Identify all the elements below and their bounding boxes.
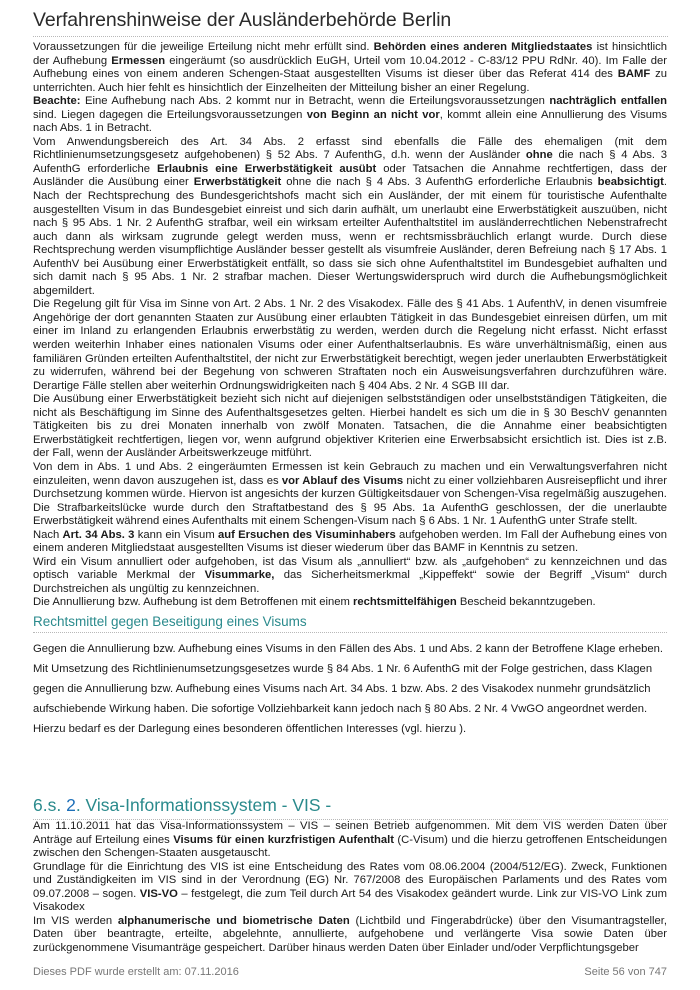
paragraph [33, 136, 667, 299]
text-run: sind. Liegen dagegen die Erteilungsvoraussetzungen [33, 108, 307, 121]
text-run: Die Regelung gilt für Visa im Sinne von Art. 2 Abs. 1 Nr. 2 des Visakodex. Fälle des § 41 Abs. 1 AufenthV, in denen visumfreie Angehörige der dort genannten Staaten zur Ausübung einer erlaubten Tätigkeit in das Bundesgebiet einreisen dürfen, um mit einer im Inland zu erlangenden Erlaubnis erwerbstätig zu werden, werden durch die Regelung nicht erfasst. Nicht erfasst werden weiterhin Inhaber eines nationalen Visums oder einer Aufenthaltserlaubnis. Es wäre unverhältnismäßig, einen aus familiären Gründen erteilten Aufenthaltstitel, der nicht zur Erwerbstätigkeit berechtigt, wegen jeder unerlaubten Erwerbstätigkeit zu widerrufen, während bei der Begehung von schweren Straftaten noch ein Ausweisungsverfahren durchzuführen wäre. Derartige Fälle stellen aber weiterhin Ordnungswidrigkeiten nach § 404 Abs. 2 Nr. 4 SGB III dar. [33, 298, 667, 392]
main-text [33, 41, 667, 739]
bold-text: von Beginn an nicht vor [306, 108, 440, 121]
text-run: (C-Visum) und die hierzu getroffenen Entscheidungen zwischen den Schengen-Staaten ausgetauscht. [33, 833, 667, 860]
paragraph [33, 915, 667, 956]
text-run: die nach § 4 Abs. 3 AufenthG erforderliche [33, 149, 667, 175]
bold-text: nachträglich entfallen [549, 95, 667, 108]
text-run: Die Annullierung bzw. Aufhebung ist dem Betroffenen mit einem [33, 596, 353, 609]
chapter-number: 2 [66, 795, 76, 815]
footer-page-number: Seite 56 von 747 [584, 966, 667, 978]
paragraph [33, 95, 667, 136]
page-header [33, 9, 668, 37]
paragraph [33, 393, 667, 461]
text-run: oder Tatsachen die Annahme rechtfertigen, dass der Ausländer die Ausübung einer [33, 162, 667, 189]
text-run: Im VIS werden [33, 914, 118, 927]
section-heading-rechtsmittel: Rechtsmittel gegen Beseitigung eines Visums [33, 613, 307, 629]
remedy-paragraph: Gegen die Annullierung bzw. Aufhebung eines Visums in den Fällen des Abs. 1 und Abs. 2 kann der Betroffene Klage erheben. Mit Umsetzung des Richtlinienumsetzungsgesetzes wurde § 84 Abs. 1 Nr. 6 AufenthG mit der Folge gestrichen, dass Klagen gegen die Annullierung bzw. Aufhebung eines Visums nach Art. 34 Abs. 1 bzw. Abs. 2 des Visakodex nunmehr grundsätzlich aufschiebende Wirkung haben. Die sofortige Vollziehbarkeit kann jedoch nach § 80 Abs. 2 Nr. 4 VwGO angeordnet werden. Hierzu bedarf es der Darlegung eines besonderen öffentlichen Interesses (vgl. hierzu ). [33, 642, 664, 735]
text-run: Am 11.10.2011 hat das Visa-Informationssystem – VIS – seinen Betrieb aufgenommen. Mit dem VIS werden Daten über Anträge auf Erteilung eines [33, 820, 667, 846]
paragraph [33, 461, 667, 502]
bold-text: Erlaubnis eine Erwerbstätigkeit ausübt [157, 162, 377, 175]
text-run: Nach [33, 528, 63, 541]
paragraph [33, 556, 667, 597]
text-run: Die Strafbarkeitslücke wurde durch den Straftatbestand des § 95 Abs. 1a AufenthG geschlossen, der die unerlaubte Erwerbstätigkeit während eines Aufenthalts mit einem Schengen-Visum nach § 6 Abs. 1 Nr. 1 AufenthG unter Strafe stellt. [33, 501, 667, 528]
chapter-prefix: 6.s. [33, 795, 67, 815]
paragraph [33, 861, 667, 915]
text-run: (Lichtbild und Fingerabdrücke) über den Visumantragsteller, Daten über beantragte, erteilte, abgelehnte, annullierte, aufgehobene und verlängerte Visa sowie Daten über zurückgenommene Visumanträge gespeichert. Darüber hinaus werden Daten über Einlader und/oder Verpflichtungsgeber [33, 914, 667, 954]
bold-text: Ermessen [111, 54, 166, 67]
text-run: Von dem in Abs. 1 und Abs. 2 eingeräumten Ermessen ist kein Gebrauch zu machen und ein Verwaltungsverfahren nicht einzuleiten, wenn davon auszugehen ist, dass es [33, 460, 667, 487]
text-run: Vom Anwendungsbereich des Art. 34 Abs. 2 erfasst sind ebenfalls die Fälle des ehemaligen (mit dem Richtlinienumsetzungsgesetz aufgehobenen) § 52 Abs. 7 AufenthG, d.h. wenn der Ausländer [33, 135, 667, 162]
bold-text: beabsichtigt [597, 176, 664, 189]
text-run: zu unterrichten. Auch hier fehlt es hinsichtlich der Einzelheiten der Mitteilung bisher an einer Regelung. [33, 68, 667, 94]
text-run: . Nach der Rechtsprechung des Bundesgerichtshofs macht sich ein Ausländer, der mit einem für touristische Aufenthalte ausgestellten Visum in das Bundesgebiet einreist und sich darin aufhält, um unerlaubt eine Erwerbstätigkeit auszuüben, nicht nach § 95 Abs. 1 Nr. 2 AufenthG strafbar, weil ein wirksam erteilter Aufenthaltstitel im ausländerrechtlichen Nebenstrafrecht auch dann als wirksam zugrunde gelegt werden muss, wenn er rechtsmissbräuchlich erlangt wurde. Durch diese Rechtsprechung werden visumpflichtige Ausländer besser gestellt als visumfreie Ausländer, deren Befreiung nach § 17 Abs. 1 AufenthV bei Ausübung einer Erwerbstätigkeit entfällt, so dass sie sich ohne Aufenthaltstitel im Bundesgebiet aufhalten und sich damit nach § 95 Abs. 1 Nr. 2 strafbar machen. Dieser Wertungswiderspruch wird durch die Aufhebungsmöglichkeit abgemildert. [33, 176, 667, 297]
bold-text: Erwerbstätigkeit [193, 176, 282, 189]
bold-text: Beachte: [33, 95, 81, 108]
text-run: kann ein Visum [134, 528, 218, 541]
bold-text: Visums für einen kurzfristigen Aufenthalt [173, 833, 394, 846]
bold-text: VIS-VO [139, 887, 178, 900]
bold-text: vor Ablauf des Visums [281, 474, 404, 487]
header-divider [33, 36, 668, 37]
paragraph [33, 529, 667, 556]
paragraph [33, 820, 667, 861]
paragraph-list [33, 41, 667, 610]
vis-text [33, 820, 667, 955]
text-run: ohne die nach § 4 Abs. 3 AufenthG erforderliche Erlaubnis [281, 176, 598, 189]
bold-text: rechtsmittelfähigen [353, 596, 457, 609]
chapter-title-text: . Visa-Informationssystem - VIS - [75, 795, 332, 815]
text-run: aufgehoben werden. Im Fall der Aufhebung eines von einem anderen Mitgliedstaat ausgestellten Visums ist dieser wiederum über das BAMF in Kenntnis zu setzen. [33, 528, 668, 555]
text-run: – festgelegt, die zum Teil durch Art 54 des Visakodex geändert wurde. Link zur VIS-VO Link zum Visakodex [33, 887, 667, 914]
text-run: Wird ein Visum annulliert oder aufgehoben, ist das Visum als „annulliert“ bzw. als „aufgehoben“ zu kennzeichnen und das optisch variable Merkmal der [33, 555, 667, 582]
page-title: Verfahrenshinweise der Ausländerbehörde Berlin [33, 9, 452, 31]
bold-text: auf Ersuchen des Visuminhabers [217, 528, 396, 541]
text-run: ist hinsichtlich der Aufhebung [33, 41, 667, 67]
bold-text: BAMF [617, 68, 651, 81]
bold-text: alphanumerische und biometrische Daten [117, 914, 350, 927]
page-footer [33, 966, 667, 978]
bold-text: Behörden eines anderen Mitgliedstaates [373, 41, 593, 53]
chapter-title [33, 795, 668, 816]
bold-text: Visummarke, [204, 569, 275, 582]
chapter-heading-vis [33, 795, 668, 820]
paragraph [33, 298, 667, 393]
footer-created-date: Dieses PDF wurde erstellt am: 07.11.2016 [33, 966, 239, 978]
text-run: Die Ausübung einer Erwerbstätigkeit bezieht sich nicht auf diejenigen selbstständigen oder unselbstständigen Tätigkeiten, die nicht als Beschäftigung im Sinne des Aufenthaltsgesetzes gelten. Hierbei handelt es sich um die in § 30 BeschV genannten Tätigkeiten bis zu drei Monaten innerhalb von zwölf Monaten. Tatsachen, die die Annahme einer beabsichtigten Erwerbstätigkeit rechtfertigen, liegen vor, wenn aufgrund objektiver Kriterien eine Erwerbsabsicht ersichtlich ist. Dies ist z.B. der Fall, wenn der Ausländer Arbeitswerkzeuge mitführt. [33, 393, 667, 460]
text-run: , kommt allein eine Annullierung des Visums nach Abs. 1 in Betracht. [33, 108, 667, 135]
section-rechtsmittel [33, 639, 667, 739]
bold-text: ohne [525, 149, 553, 162]
paragraph [33, 502, 667, 529]
section-divider [33, 632, 667, 633]
text-run: das Sicherheitsmerkmal „Kippeffekt“ sowie der Begriff „Visum“ durch Durchstreichen als ungültig zu kennzeichnen. [33, 569, 668, 595]
paragraph [33, 596, 667, 610]
text-run: eingeräumt (so ausdrücklich EuGH, Urteil vom 10.04.2012 - C-83/12 PPU RdNr. 40). Im Falle der Aufhebung eines von einem anderen Schengen-Staat ausgestellten Visums ist dieser über das Referat 414 des [33, 54, 667, 81]
bold-text: Art. 34 Abs. 3 [62, 528, 135, 541]
text-run: Voraussetzungen für die jeweilige Erteilung nicht mehr erfüllt sind. [33, 41, 374, 53]
text-run: Eine Aufhebung nach Abs. 2 kommt nur in Betracht, wenn die Erteilungsvoraussetzungen [80, 95, 550, 108]
vis-paragraph-list [33, 820, 667, 955]
text-run: Grundlage für die Einrichtung des VIS ist eine Entscheidung des Rates vom 08.06.2004 (2004/512/EG). Zweck, Funktionen und Zuständigkeiten im VIS sind in der Verordnung (EG) Nr. 767/2008 des Europäischen Parlaments und des Rates vom 09.07.2008 – sogen. [33, 860, 667, 900]
text-run: nicht zu einer vollziehbaren Ausreisepflicht und ihrer Durchsetzung kommen würde. Hiervon ist angesichts der kurzen Gültigkeitsdauer von Schengen-Visa regelmäßig auszugehen. [33, 474, 667, 501]
paragraph [33, 41, 667, 95]
text-run: Bescheid bekanntzugeben. [456, 596, 596, 609]
